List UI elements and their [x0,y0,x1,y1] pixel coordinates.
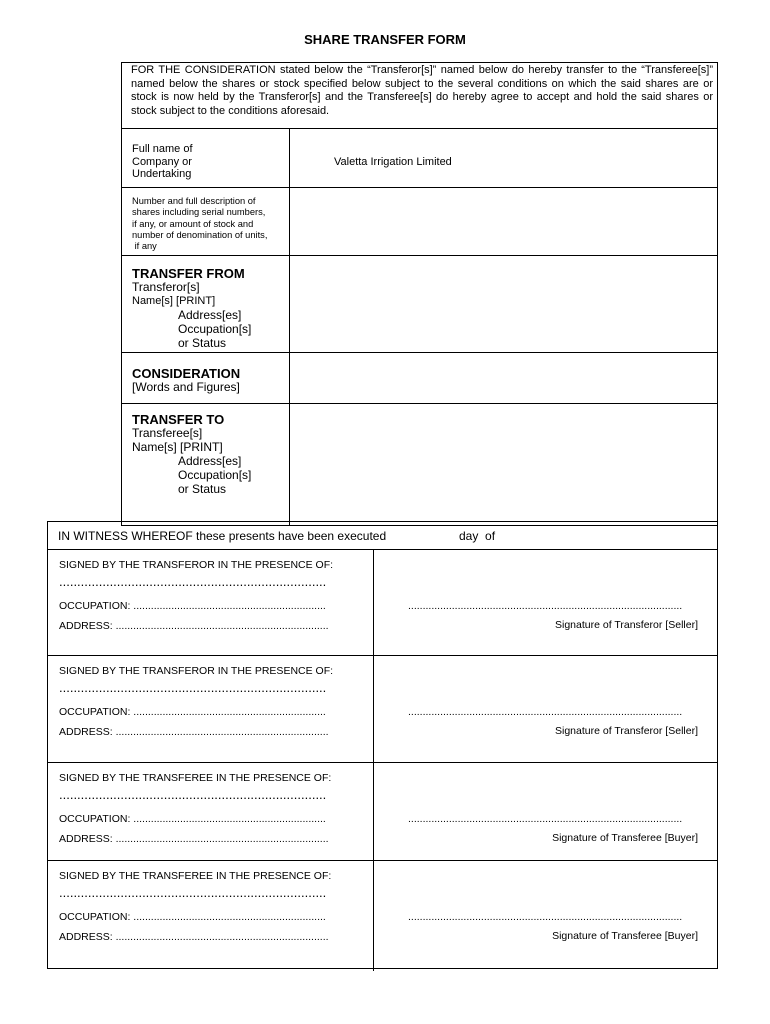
label-line: Name[s] [PRINT] [132,295,216,307]
divider [121,128,718,129]
label-line: number of denomination of units, [132,229,268,240]
signature-line[interactable]: .............................................................................................. [408,911,683,923]
witness-signature-line[interactable]: .......................................................................... [59,885,327,900]
signing-heading: SIGNED BY THE TRANSFEROR IN THE PRESENCE OF: [59,665,334,677]
occupation-field[interactable]: OCCUPATION: .................................................................. [59,600,326,612]
signature-line[interactable]: .............................................................................................. [408,706,683,718]
intro-paragraph: FOR THE CONSIDERATION stated below the “Transferor[s]” named below do hereby transfer to the “Transferee[s]” named below the shares or stock specified below subject to the several conditions on which the said shares are or stock is now held by the Transferor[s] and the Transferee[s] do hereby agree to accept and hold the said shares or stock subject to the conditions aforesaid. [131,64,713,117]
divider [47,860,718,861]
transfer-from-field[interactable] [292,258,714,349]
address-field[interactable]: ADDRESS: ......................................................................... [59,833,329,845]
label-line: Company or [132,155,192,168]
witness-signature-line[interactable]: .......................................................................... [59,574,327,589]
signing-heading: SIGNED BY THE TRANSFEREE IN THE PRESENCE OF: [59,870,332,882]
divider [47,762,718,763]
divider [121,403,718,404]
signature-line[interactable]: .............................................................................................. [408,813,683,825]
label-line: Address[es] [178,454,242,468]
divider [47,549,718,550]
signature-caption: Signature of Transferee [Buyer] [552,832,698,844]
occupation-field[interactable]: OCCUPATION: .................................................................. [59,911,326,923]
label-line: Undertaking [132,168,192,180]
occupation-field[interactable]: OCCUPATION: .................................................................. [59,706,326,718]
divider [121,255,718,256]
company-label [132,143,193,181]
signature-caption: Signature of Transferee [Buyer] [552,930,698,942]
label-line: Occupation[s] [178,468,252,482]
label-line: Name[s] [PRINT] [132,440,223,454]
label-line: Number and full description of [132,196,256,206]
transfer-from-lines [132,280,251,350]
transfer-from-label [132,267,251,350]
transfer-to-lines [132,426,251,496]
signature-caption: Signature of Transferor [Seller] [555,619,698,631]
label-line: Occupation[s] [178,322,252,336]
label-line: Transferee[s] [132,426,203,440]
label-line: or Status [178,336,227,350]
signing-heading: SIGNED BY THE TRANSFEREE IN THE PRESENCE OF: [59,772,332,784]
witness-signature-line[interactable]: .......................................................................... [59,680,327,695]
label-line: if any [132,241,157,252]
label-line: [Words and Figures] [132,380,240,394]
consideration-heading: CONSIDERATION [132,366,241,381]
divider [373,549,374,971]
transfer-to-field[interactable] [292,406,714,518]
transfer-to-label [132,413,251,496]
witness-signature-line[interactable]: .......................................................................... [59,787,327,802]
witness-text: IN WITNESS WHEREOF these presents have been executed [58,529,387,543]
label-line: if any, or amount of stock and [132,218,254,229]
label-line: Transferor[s] [132,280,200,294]
address-field[interactable]: ADDRESS: ......................................................................... [59,931,329,943]
signature-line[interactable]: .............................................................................................. [408,600,683,612]
shares-label [132,196,267,252]
divider [47,655,718,656]
address-field[interactable]: ADDRESS: ......................................................................... [59,620,329,632]
form-title: SHARE TRANSFER FORM [304,32,466,47]
label-line: Full name of [132,143,193,155]
signature-caption: Signature of Transferor [Seller] [555,725,698,737]
divider [121,187,718,188]
label-line: shares including serial numbers, [132,207,266,218]
signing-heading: SIGNED BY THE TRANSFEROR IN THE PRESENCE OF: [59,559,334,571]
divider [121,352,718,353]
consideration-field[interactable] [292,355,714,401]
transfer-to-heading: TRANSFER TO [132,412,225,427]
witness-day: day of [459,529,496,543]
shares-description-field[interactable] [292,190,714,252]
label-line: Address[es] [178,308,242,322]
label-line: or Status [178,482,227,496]
address-field[interactable]: ADDRESS: ......................................................................... [59,726,329,738]
occupation-field[interactable]: OCCUPATION: .................................................................. [59,813,326,825]
consideration-label [132,367,240,395]
transfer-from-heading: TRANSFER FROM [132,266,245,281]
company-name-field[interactable]: Valetta Irrigation Limited [334,156,452,168]
